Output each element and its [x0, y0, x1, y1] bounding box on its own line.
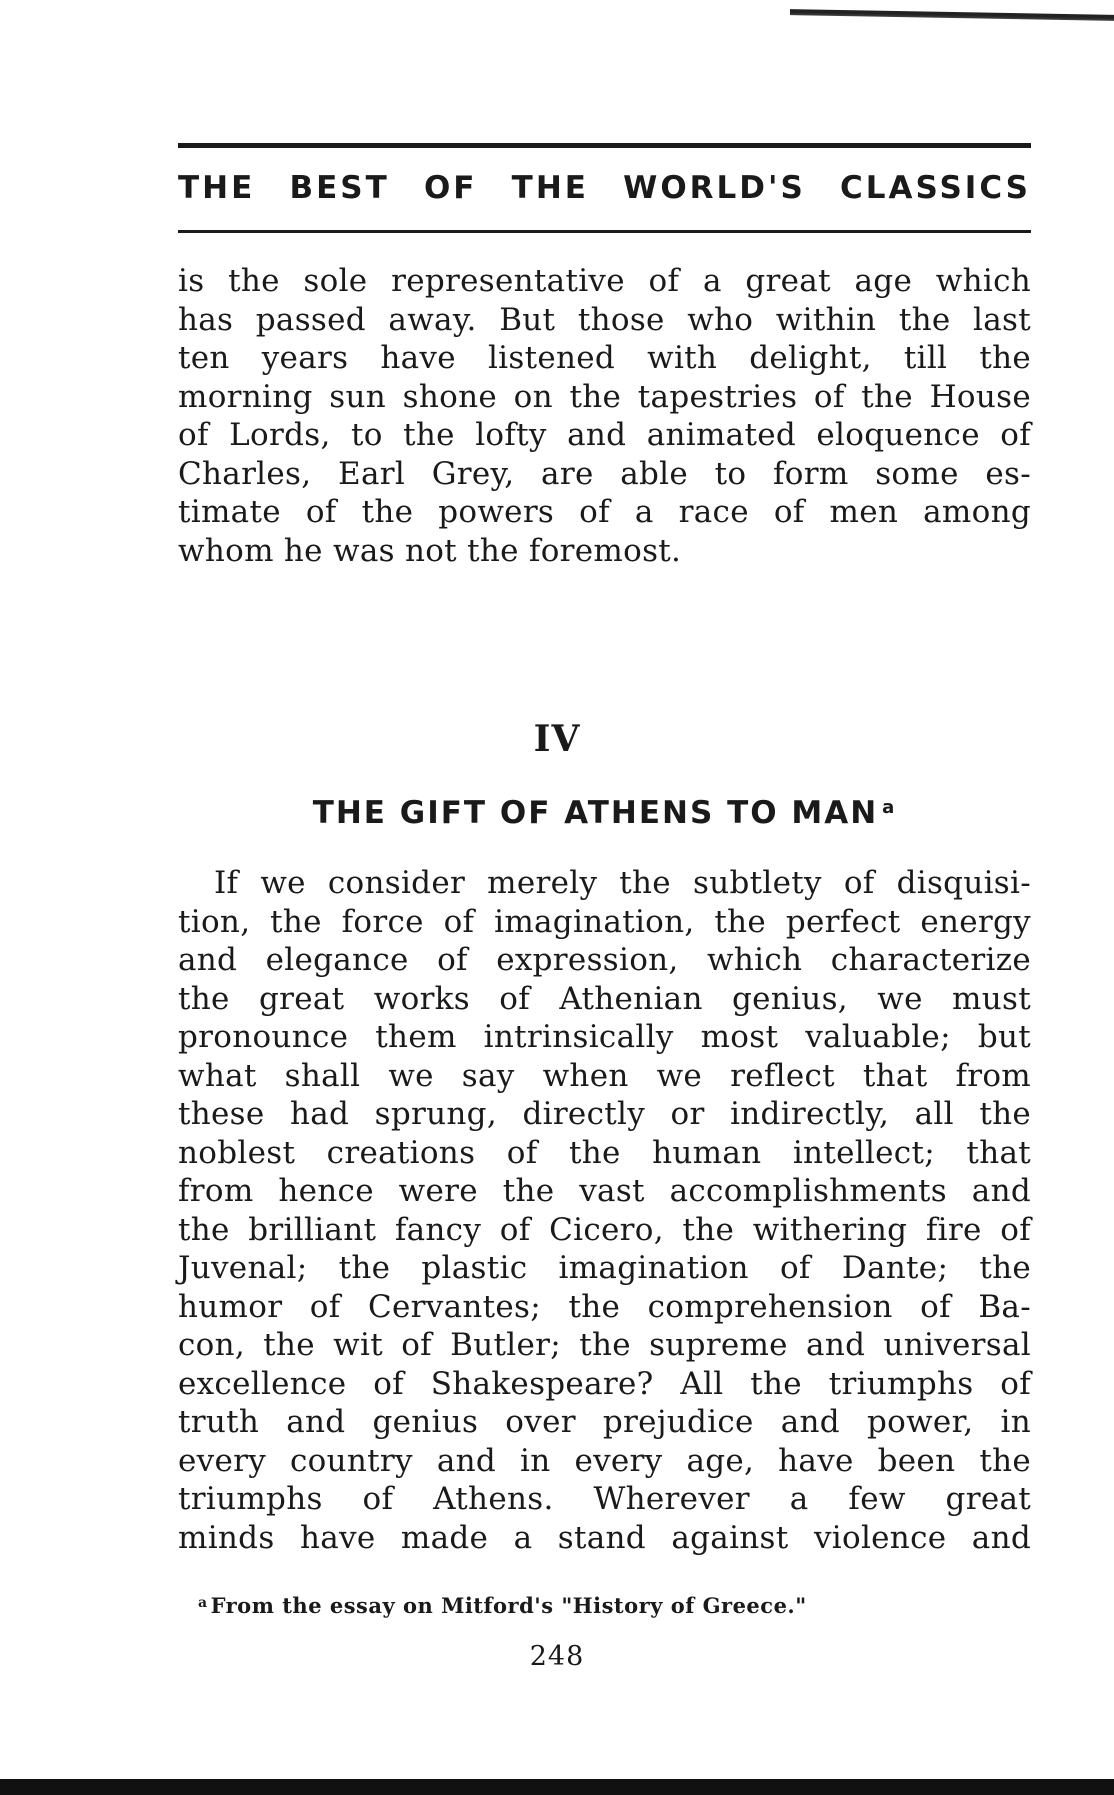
section-numeral: IV [533, 718, 581, 760]
text-line: what shall we say when we reflect that from [178, 1057, 1031, 1094]
text-line: of Lords, to the lofty and animated eloquence of [178, 417, 1031, 453]
paragraph-continued [178, 262, 1031, 570]
text-line: triumphs of Athens. Wherever a few great [178, 1481, 1031, 1517]
text-line: minds have made a stand against violence and [178, 1519, 1031, 1556]
text-line: pronounce them intrinsically most valuable; but [178, 1019, 1031, 1055]
text-line: timate of the powers of a race of men among [178, 494, 1031, 530]
text-line: noblest creations of the human intellect; that [178, 1134, 1031, 1171]
text-line: ten years have listened with delight, till the [178, 340, 1031, 376]
running-head: THE BEST OF THE WORLD'S CLASSICS [178, 170, 1031, 206]
footnote-marker: a [198, 1595, 208, 1611]
bottom-edge-bar [0, 1779, 1114, 1795]
text-line: the brilliant fancy of Cicero, the withering fire of [178, 1211, 1031, 1248]
text-line: and elegance of expression, which characterize [178, 942, 1031, 978]
text-line: tion, the force of imagination, the perfect energy [178, 903, 1031, 940]
text-line: Juvenal; the plastic imagination of Dante; the [178, 1250, 1031, 1286]
text-line: humor of Cervantes; the comprehension of Ba- [178, 1288, 1031, 1325]
text-line: has passed away. But those who within the last [178, 301, 1031, 338]
text-line: is the sole representative of a great age which [178, 263, 1031, 299]
header-rule-top [178, 143, 1031, 148]
text-line: Charles, Earl Grey, are able to form some es- [178, 455, 1031, 492]
page-number: 248 [529, 1641, 585, 1672]
paragraph-main [178, 864, 1031, 1557]
text-line: every country and in every age, have been the [178, 1442, 1031, 1479]
text-line: the great works of Athenian genius, we must [178, 980, 1031, 1017]
text-line: truth and genius over prejudice and power, in [178, 1404, 1031, 1440]
section-title [178, 795, 1031, 831]
text-line: from hence were the vast accomplishments and [178, 1173, 1031, 1209]
text-line: these had sprung, directly or indirectly, all the [178, 1096, 1031, 1132]
section-title-text: THE GIFT OF ATHENS TO MAN [312, 795, 879, 831]
text-line: con, the wit of Butler; the supreme and universal [178, 1327, 1031, 1363]
text-line: morning sun shone on the tapestries of the House [178, 378, 1031, 415]
footnote [198, 1593, 807, 1618]
text-line: whom he was not the foremost. [178, 532, 682, 569]
corner-rule [790, 9, 1114, 21]
footnote-reference: a [882, 797, 897, 818]
text-line: excellence of Shakespeare? All the triumphs of [178, 1365, 1031, 1402]
text-line: If we consider merely the subtlety of disquisi- [214, 865, 1031, 901]
footnote-text: From the essay on Mitford's "History of Greece." [210, 1593, 807, 1618]
header-rule-bottom [178, 230, 1031, 233]
